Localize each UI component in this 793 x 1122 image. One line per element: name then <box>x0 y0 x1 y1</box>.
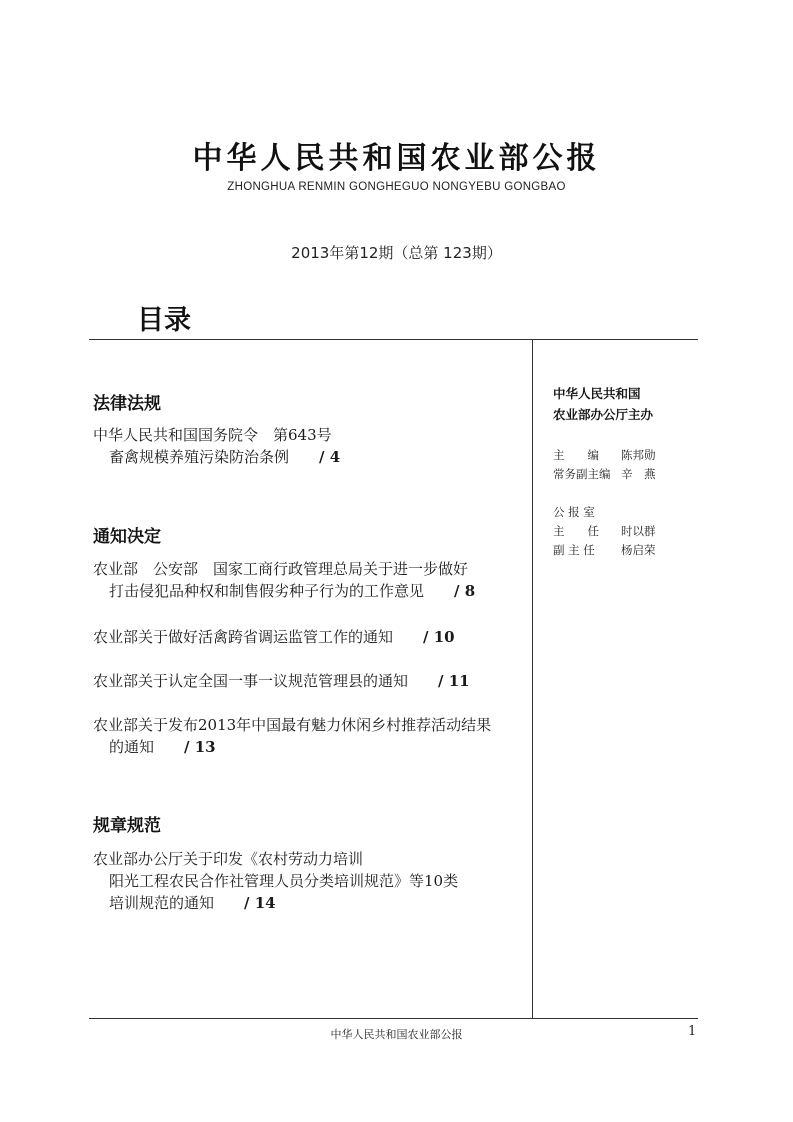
staff-role: 主 任 <box>553 524 599 538</box>
staff-name: 辛 燕 <box>621 467 656 481</box>
staff-role: 主 编 <box>553 448 599 462</box>
publisher-info <box>553 383 653 425</box>
toc-page-number: / 11 <box>438 672 470 690</box>
staff-name: 时以群 <box>621 524 656 538</box>
toc-page-number: / 13 <box>184 738 216 756</box>
staff-row <box>553 541 656 560</box>
toc-entry-line: 打击侵犯品种权和制售假劣种子行为的工作意见 <box>109 582 425 600</box>
office-label-text: 公 报 室 <box>553 505 595 519</box>
section-title-regulations: 规章规范 <box>93 816 161 836</box>
staff-name: 陈邦勋 <box>621 448 656 462</box>
staff-role: 常务副主编 <box>553 467 611 481</box>
page-number: 1 <box>688 1024 697 1039</box>
toc-entry-line: 中华人民共和国国务院令 第643号 <box>93 426 332 444</box>
toc-entry-line: 畜禽规模养殖污染防治条例 <box>109 448 290 466</box>
office-label <box>553 503 656 522</box>
toc-entry-line: 阳光工程农民合作社管理人员分类培训规范》等10类 <box>109 872 459 890</box>
staff-row <box>553 465 656 484</box>
top-rule <box>89 339 698 340</box>
staff-row <box>553 446 656 465</box>
toc-page-number: / 4 <box>319 448 341 466</box>
publisher-line: 中华人民共和国 <box>553 386 641 401</box>
section-title-notices: 通知决定 <box>93 527 161 547</box>
office-list <box>553 503 656 560</box>
toc-entry[interactable] <box>93 626 455 648</box>
toc-page-number: / 8 <box>454 582 476 600</box>
toc-entry[interactable] <box>93 424 340 468</box>
toc-entry-line: 的通知 <box>109 738 155 756</box>
toc-entry[interactable] <box>93 848 458 914</box>
issue-number: 2013年第12期（总第 123期） <box>291 244 502 262</box>
toc-entry-line: 农业部关于发布2013年中国最有魅力休闲乡村推荐活动结果 <box>93 716 492 734</box>
toc-entry[interactable] <box>93 558 475 602</box>
editor-list <box>553 446 656 484</box>
staff-name: 杨启荣 <box>621 543 656 557</box>
staff-row <box>553 522 656 541</box>
column-divider <box>532 339 533 1018</box>
toc-entry-line: 农业部关于认定全国一事一议规范管理县的通知 <box>93 672 409 690</box>
staff-role: 副 主 任 <box>553 543 595 557</box>
footer-title: 中华人民共和国农业部公报 <box>330 1028 463 1041</box>
journal-pinyin: ZHONGHUA RENMIN GONGHEGUO NONGYEBU GONGBAO <box>227 181 566 193</box>
toc-entry-line: 农业部 公安部 国家工商行政管理总局关于进一步做好 <box>93 560 469 578</box>
toc-heading: 目录 <box>137 305 191 336</box>
toc-page-number: / 14 <box>244 894 276 912</box>
bottom-rule <box>89 1018 698 1019</box>
toc-entry-line: 农业部办公厅关于印发《农村劳动力培训 <box>93 850 364 868</box>
section-title-laws: 法律法规 <box>93 394 161 414</box>
toc-page-number: / 10 <box>423 628 455 646</box>
journal-title: 中华人民共和国农业部公报 <box>192 141 601 176</box>
toc-entry-line: 农业部关于做好活禽跨省调运监管工作的通知 <box>93 628 394 646</box>
toc-entry[interactable] <box>93 670 470 692</box>
toc-entry-line: 培训规范的通知 <box>109 894 215 912</box>
publisher-line: 农业部办公厅主办 <box>553 407 654 422</box>
toc-entry[interactable] <box>93 714 491 758</box>
